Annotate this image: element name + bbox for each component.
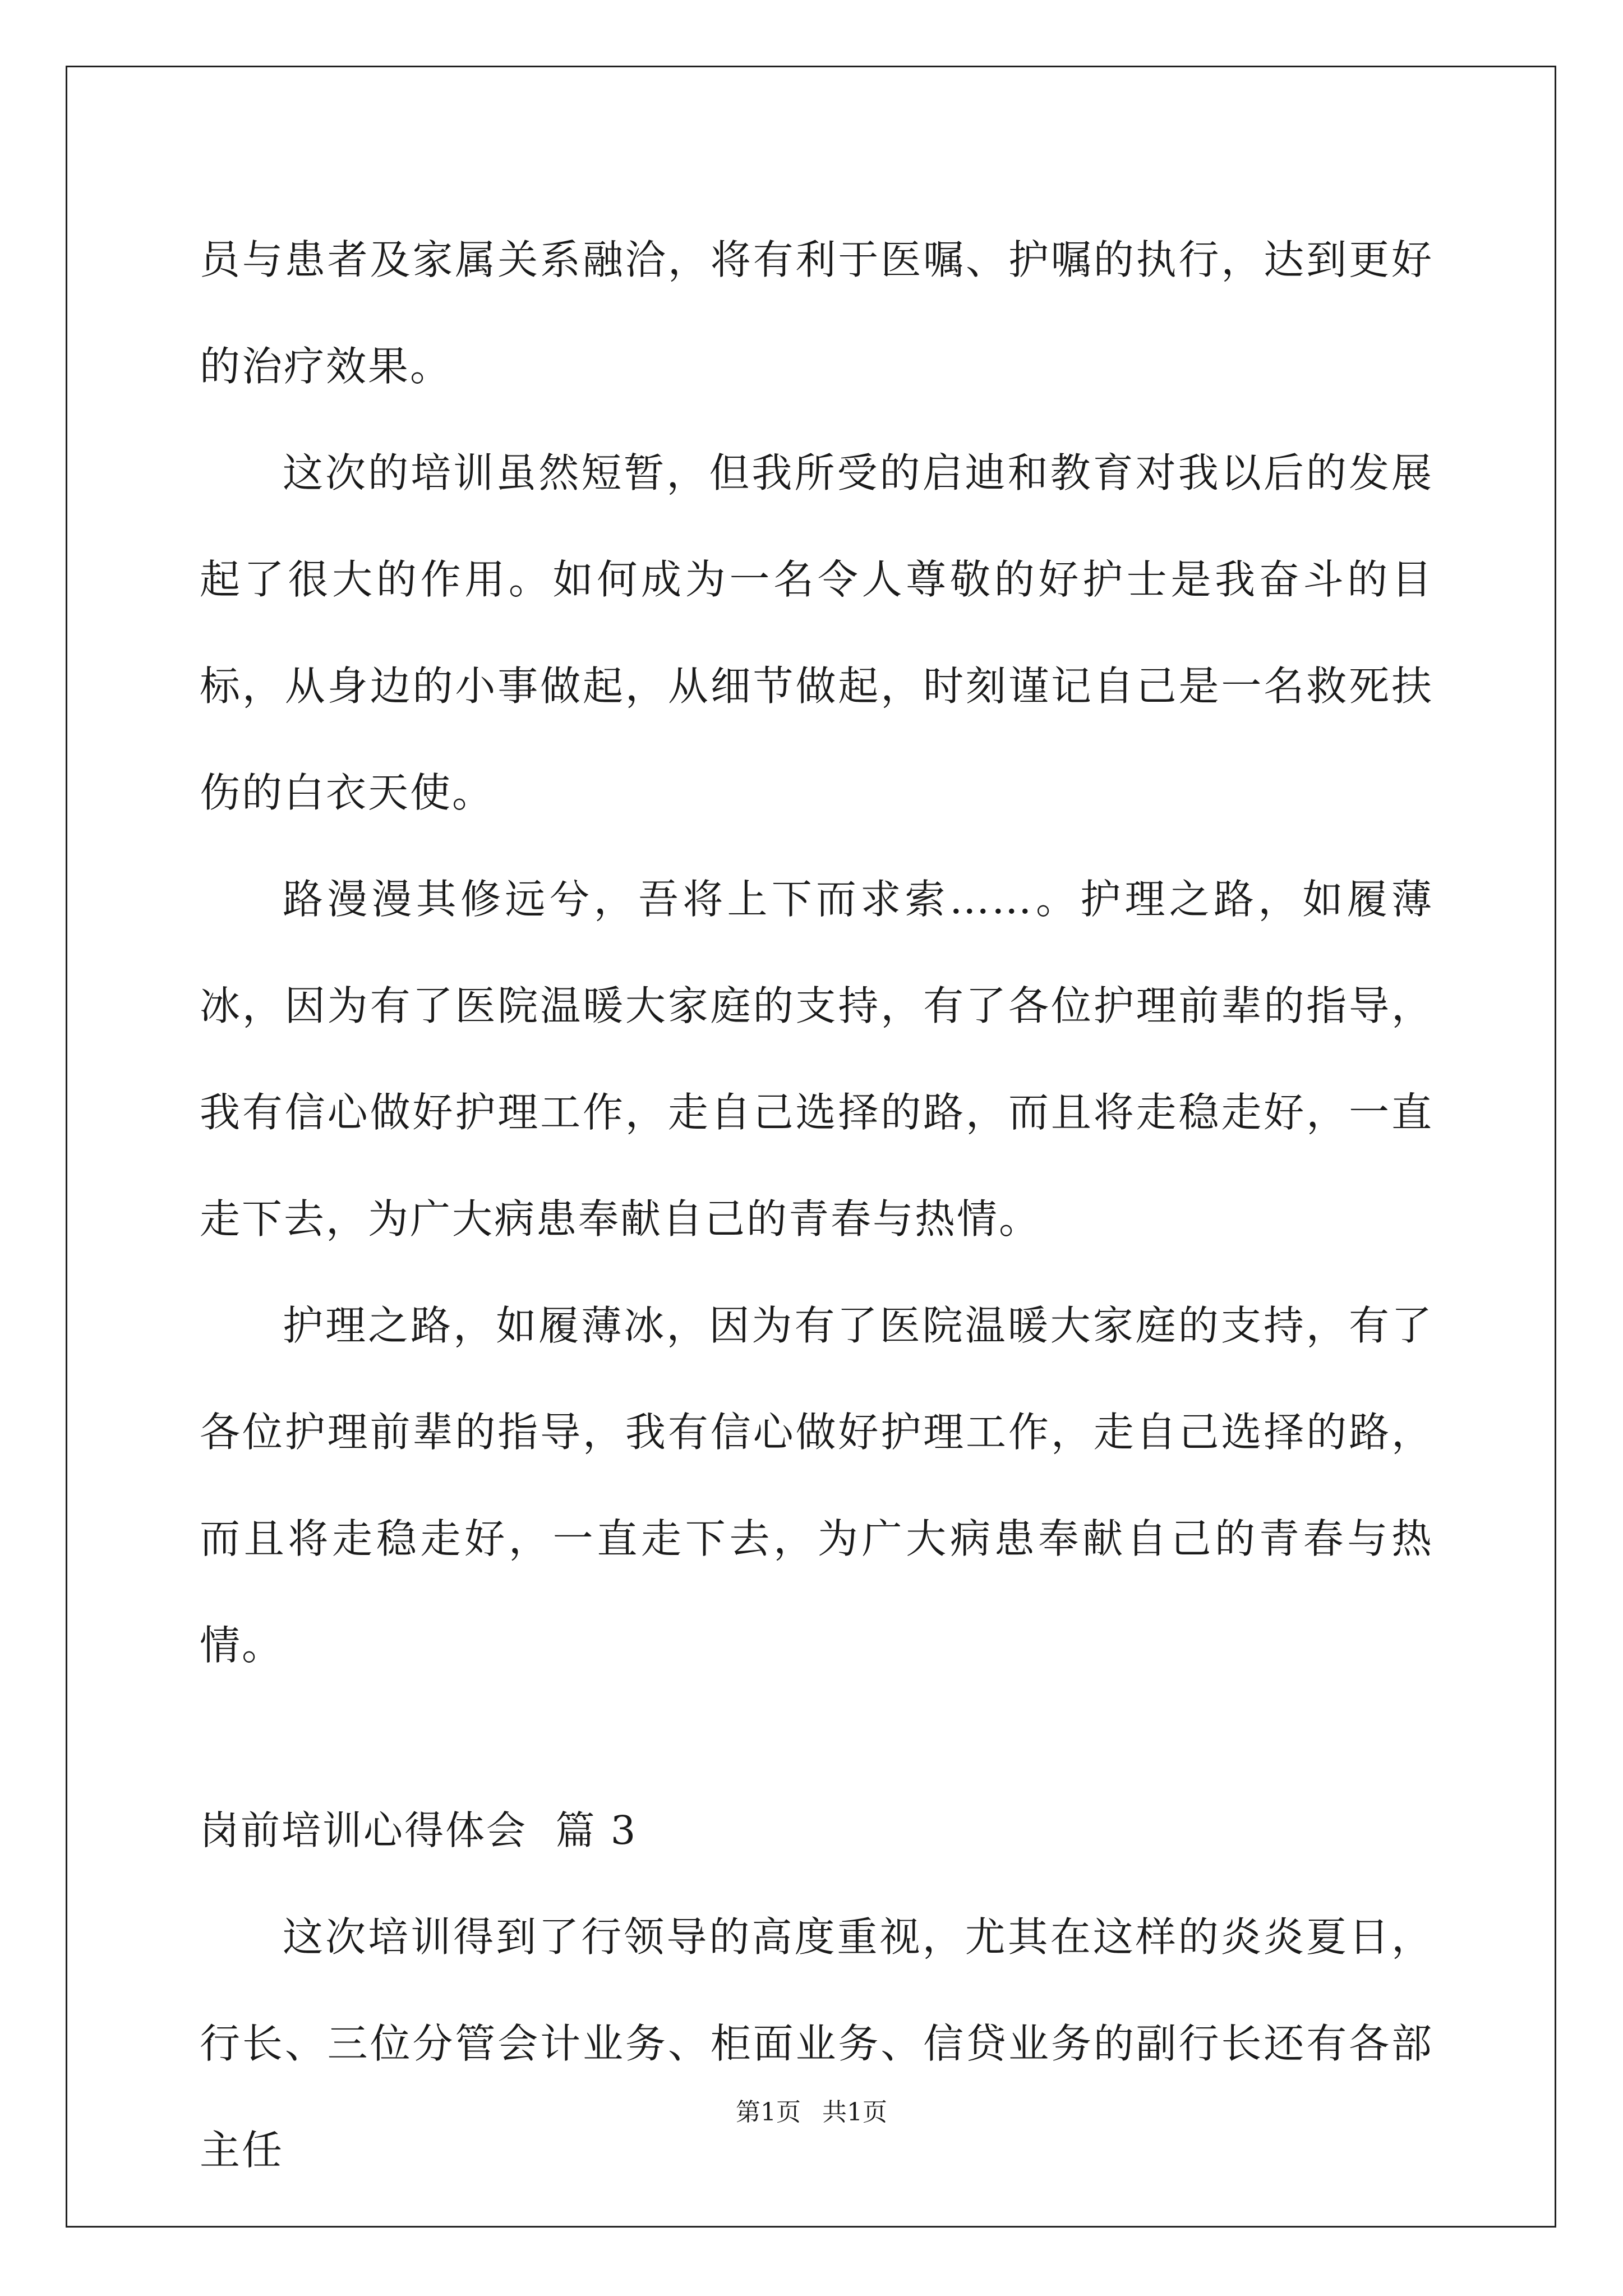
page-number: 第1页 — [736, 2098, 801, 2127]
document-body — [200, 206, 1433, 2203]
section-paragraph: 这次培训得到了行领导的高度重视，尤其在这样的炎炎夏日，行长、三位分管会计业务、柜面业务、信贷业务的副行长还有各部主任 — [200, 1913, 1433, 2174]
page-total: 共1页 — [822, 2098, 887, 2127]
paragraph-4: 护理之路，如履薄冰，因为有了医院温暖大家庭的支持，有了各位护理前辈的指导，我有信心做好护理工作，走自己选择的路，而且将走稳走好，一直走下去，为广大病患奉献自己的青春与热情。 — [200, 1302, 1433, 1669]
paragraph-1: 员与患者及家属关系融洽，将有利于医嘱、护嘱的执行，达到更好的治疗效果。 — [200, 236, 1433, 390]
paragraph-3: 路漫漫其修远兮，吾将上下而求索……。护理之路，如履薄冰，因为有了医院温暖大家庭的支持，有了各位护理前辈的指导，我有信心做好护理工作，走自己选择的路，而且将走稳走好，一直走下去，为广大病患奉献自己的青春与热情。 — [200, 876, 1433, 1243]
page-footer — [0, 2096, 1623, 2129]
paragraph-2: 这次的培训虽然短暂，但我所受的启迪和教育对我以后的发展起了很大的作用。如何成为一名令人尊敬的好护士是我奋斗的目标，从身边的小事做起，从细节做起，时刻谨记自己是一名救死扶伤的白衣天使。 — [200, 449, 1433, 816]
section-heading: 岗前培训心得体会 篇 3 — [200, 1807, 638, 1853]
